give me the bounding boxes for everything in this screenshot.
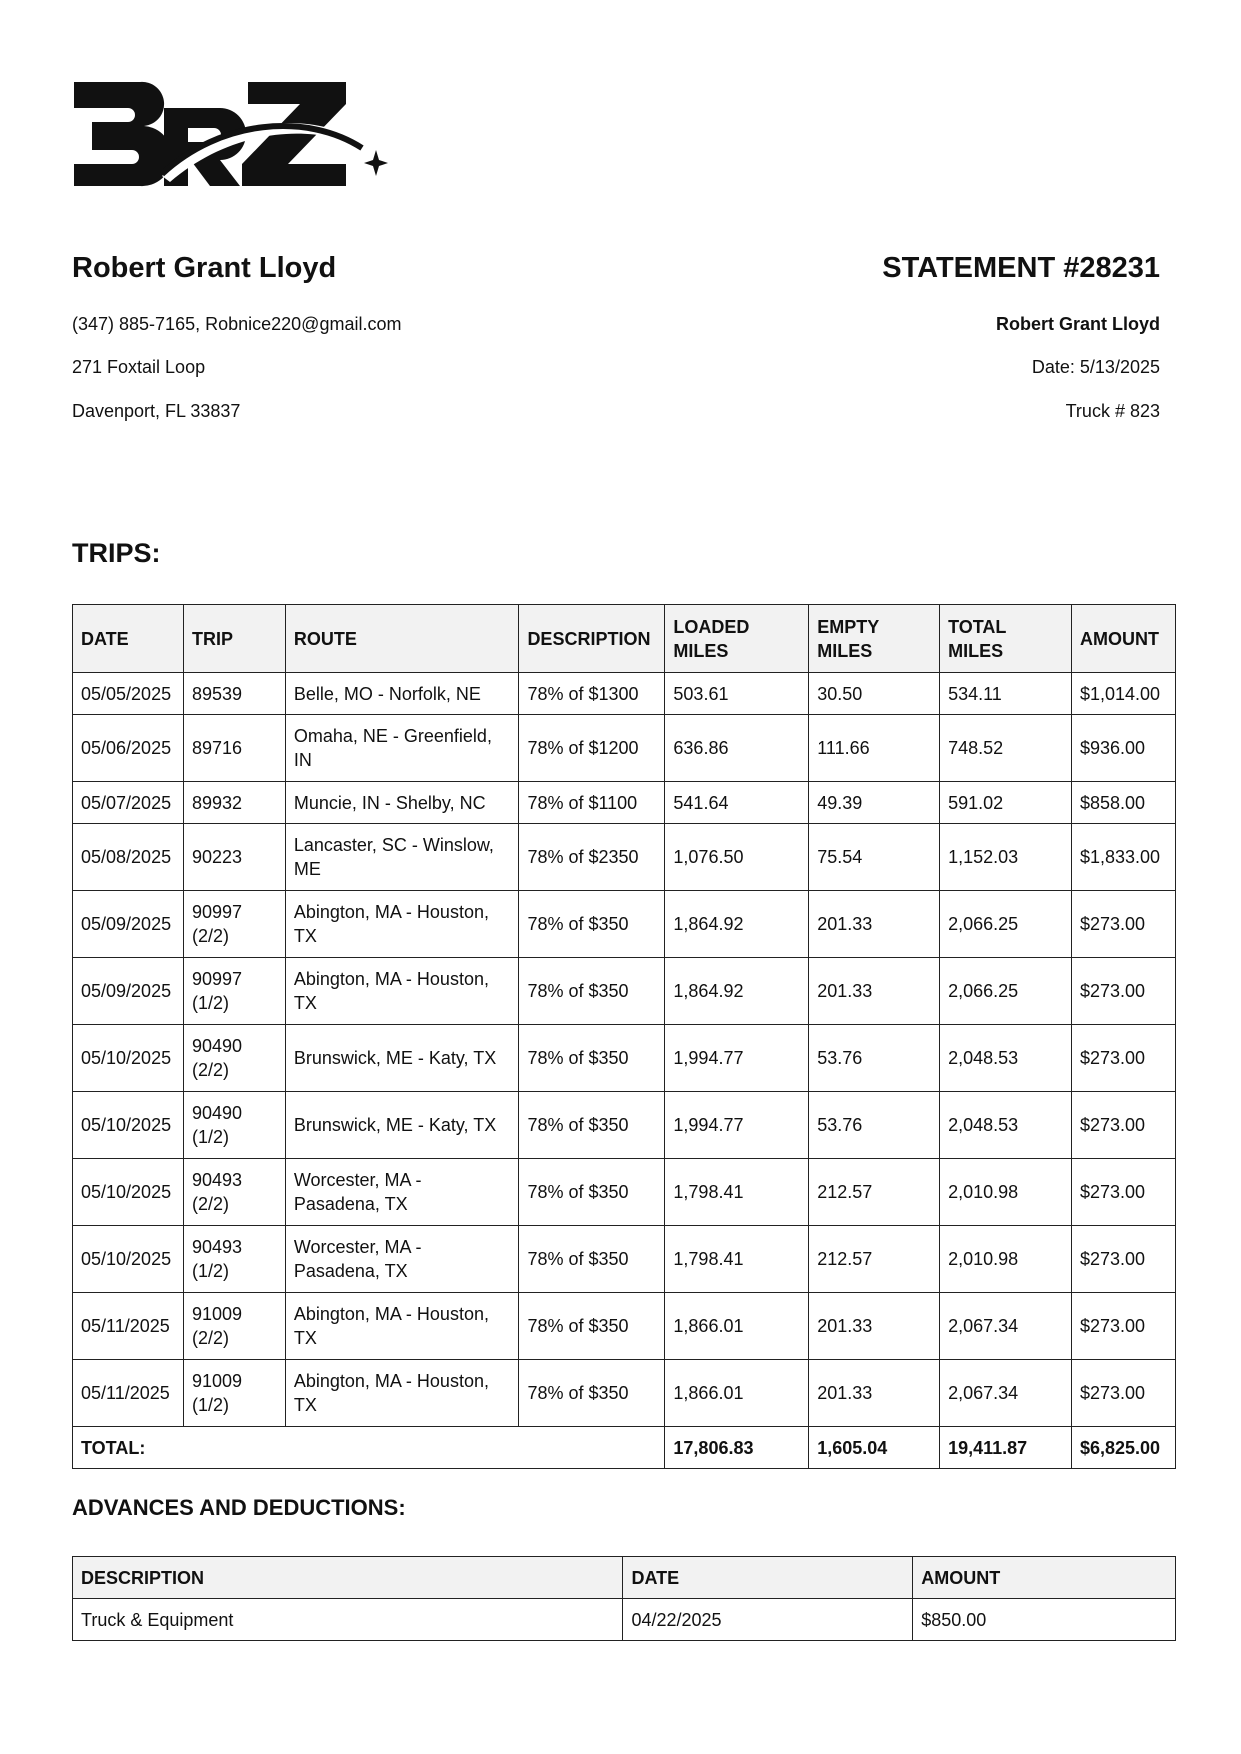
col-header-description: DESCRIPTION (519, 605, 665, 673)
cell-total-miles: 2,067.34 (940, 1360, 1072, 1427)
cell-total-miles: 2,048.53 (940, 1025, 1072, 1092)
cell-loaded-miles: 636.86 (665, 715, 809, 782)
cell-loaded-miles: 1,864.92 (665, 958, 809, 1025)
col-header-date: DATE (73, 605, 184, 673)
cell-trip: 90490 (1/2) (183, 1092, 285, 1159)
cell-amount: $936.00 (1071, 715, 1175, 782)
cell-amount: $273.00 (1071, 1360, 1175, 1427)
cell-route: Abington, MA - Houston, TX (285, 1360, 519, 1427)
cell-route: Belle, MO - Norfolk, NE (285, 673, 519, 715)
cell-amount: $273.00 (1071, 1159, 1175, 1226)
cell-loaded-miles: 1,866.01 (665, 1360, 809, 1427)
cell-empty-miles: 212.57 (809, 1226, 940, 1293)
cell-total-miles: 2,048.53 (940, 1092, 1072, 1159)
cell-description: 78% of $350 (519, 958, 665, 1025)
cell-description: Truck & Equipment (73, 1599, 623, 1641)
total-amount: $6,825.00 (1071, 1427, 1175, 1469)
cell-trip: 90490 (2/2) (183, 1025, 285, 1092)
cell-route: Abington, MA - Houston, TX (285, 1293, 519, 1360)
cell-description: 78% of $350 (519, 1092, 665, 1159)
cell-empty-miles: 201.33 (809, 891, 940, 958)
cell-description: 78% of $2350 (519, 824, 665, 891)
cell-route: Abington, MA - Houston, TX (285, 891, 519, 958)
cell-route: Lancaster, SC - Winslow, ME (285, 824, 519, 891)
cell-description: 78% of $350 (519, 1360, 665, 1427)
cell-trip: 91009 (2/2) (183, 1293, 285, 1360)
cell-amount: $273.00 (1071, 1025, 1175, 1092)
cell-route: Brunswick, ME - Katy, TX (285, 1092, 519, 1159)
cell-total-miles: 2,010.98 (940, 1226, 1072, 1293)
cell-loaded-miles: 1,994.77 (665, 1092, 809, 1159)
cell-date: 04/22/2025 (623, 1599, 913, 1641)
cell-amount: $273.00 (1071, 1293, 1175, 1360)
statement-title: STATEMENT #28231 (882, 252, 1160, 284)
cell-route: Worcester, MA - Pasadena, TX (285, 1159, 519, 1226)
cell-date: 05/11/2025 (73, 1360, 184, 1427)
cell-loaded-miles: 1,798.41 (665, 1159, 809, 1226)
cell-amount: $273.00 (1071, 1092, 1175, 1159)
cell-description: 78% of $1100 (519, 782, 665, 824)
table-row (73, 1360, 1176, 1427)
cell-amount: $273.00 (1071, 1226, 1175, 1293)
cell-trip: 90997 (2/2) (183, 891, 285, 958)
cell-total-miles: 2,066.25 (940, 958, 1072, 1025)
cell-loaded-miles: 1,864.92 (665, 891, 809, 958)
cell-trip: 89539 (183, 673, 285, 715)
total-loaded-miles: 17,806.83 (665, 1427, 809, 1469)
col-header-date: DATE (623, 1557, 913, 1599)
cell-date: 05/10/2025 (73, 1092, 184, 1159)
cell-description: 78% of $350 (519, 1025, 665, 1092)
cell-loaded-miles: 1,866.01 (665, 1293, 809, 1360)
cell-amount: $1,014.00 (1071, 673, 1175, 715)
total-total-miles: 19,411.87 (940, 1427, 1072, 1469)
table-row (73, 1599, 1176, 1641)
advances-table (72, 1556, 1176, 1641)
col-header-amount: AMOUNT (913, 1557, 1176, 1599)
trips-section-title: TRIPS: (72, 538, 161, 568)
statement-name: Robert Grant Lloyd (995, 314, 1160, 334)
cell-empty-miles: 111.66 (809, 715, 940, 782)
driver-address-line2: Davenport, FL 33837 (72, 401, 241, 421)
cell-description: 78% of $1200 (519, 715, 665, 782)
cell-date: 05/09/2025 (73, 891, 184, 958)
cell-empty-miles: 53.76 (809, 1025, 940, 1092)
trips-table (72, 604, 1176, 1469)
cell-amount: $858.00 (1071, 782, 1175, 824)
cell-empty-miles: 75.54 (809, 824, 940, 891)
cell-total-miles: 591.02 (940, 782, 1072, 824)
cell-date: 05/05/2025 (73, 673, 184, 715)
cell-description: 78% of $1300 (519, 673, 665, 715)
cell-route: Omaha, NE - Greenfield, IN (285, 715, 519, 782)
col-header-description: DESCRIPTION (73, 1557, 623, 1599)
cell-loaded-miles: 1,076.50 (665, 824, 809, 891)
cell-route: Worcester, MA - Pasadena, TX (285, 1226, 519, 1293)
total-label: TOTAL: (73, 1427, 665, 1469)
cell-date: 05/10/2025 (73, 1159, 184, 1226)
cell-trip: 90997 (1/2) (183, 958, 285, 1025)
cell-description: 78% of $350 (519, 891, 665, 958)
cell-amount: $273.00 (1071, 958, 1175, 1025)
col-header-total-miles: TOTAL MILES (940, 605, 1072, 673)
cell-date: 05/09/2025 (73, 958, 184, 1025)
cell-total-miles: 534.11 (940, 673, 1072, 715)
cell-empty-miles: 201.33 (809, 1293, 940, 1360)
cell-total-miles: 1,152.03 (940, 824, 1072, 891)
cell-route: Brunswick, ME - Katy, TX (285, 1025, 519, 1092)
cell-total-miles: 2,010.98 (940, 1159, 1072, 1226)
brz-logo (70, 78, 390, 190)
cell-loaded-miles: 503.61 (665, 673, 809, 715)
driver-contact: (347) 885-7165, Robnice220@gmail.com (72, 314, 402, 334)
cell-trip: 89716 (183, 715, 285, 782)
total-empty-miles: 1,605.04 (809, 1427, 940, 1469)
cell-trip: 90223 (183, 824, 285, 891)
cell-route: Abington, MA - Houston, TX (285, 958, 519, 1025)
cell-loaded-miles: 541.64 (665, 782, 809, 824)
table-row (73, 1092, 1176, 1159)
cell-amount: $850.00 (913, 1599, 1176, 1641)
cell-amount: $1,833.00 (1071, 824, 1175, 891)
cell-loaded-miles: 1,994.77 (665, 1025, 809, 1092)
table-row (73, 673, 1176, 715)
table-row (73, 1025, 1176, 1092)
advances-header-row (73, 1557, 1176, 1599)
cell-empty-miles: 30.50 (809, 673, 940, 715)
col-header-route: ROUTE (285, 605, 519, 673)
table-row (73, 1159, 1176, 1226)
cell-date: 05/11/2025 (73, 1293, 184, 1360)
cell-loaded-miles: 1,798.41 (665, 1226, 809, 1293)
table-row (73, 891, 1176, 958)
cell-total-miles: 2,067.34 (940, 1293, 1072, 1360)
cell-date: 05/10/2025 (73, 1226, 184, 1293)
cell-trip: 90493 (1/2) (183, 1226, 285, 1293)
cell-description: 78% of $350 (519, 1226, 665, 1293)
table-row (73, 1226, 1176, 1293)
driver-address-line1: 271 Foxtail Loop (72, 357, 206, 377)
trips-total-row (73, 1427, 1176, 1469)
col-header-trip: TRIP (183, 605, 285, 673)
cell-total-miles: 2,066.25 (940, 891, 1072, 958)
cell-empty-miles: 201.33 (809, 958, 940, 1025)
trips-header-row (73, 605, 1176, 673)
cell-empty-miles: 53.76 (809, 1092, 940, 1159)
cell-date: 05/07/2025 (73, 782, 184, 824)
driver-name-title: Robert Grant Lloyd (72, 252, 337, 284)
cell-empty-miles: 201.33 (809, 1360, 940, 1427)
cell-date: 05/06/2025 (73, 715, 184, 782)
table-row (73, 824, 1176, 891)
table-row (73, 715, 1176, 782)
table-row (73, 1293, 1176, 1360)
cell-total-miles: 748.52 (940, 715, 1072, 782)
cell-trip: 89932 (183, 782, 285, 824)
col-header-amount: AMOUNT (1071, 605, 1175, 673)
cell-route: Muncie, IN - Shelby, NC (285, 782, 519, 824)
statement-date: Date: 5/13/2025 (1031, 357, 1160, 377)
cell-empty-miles: 49.39 (809, 782, 940, 824)
cell-date: 05/10/2025 (73, 1025, 184, 1092)
cell-trip: 90493 (2/2) (183, 1159, 285, 1226)
cell-description: 78% of $350 (519, 1293, 665, 1360)
cell-empty-miles: 212.57 (809, 1159, 940, 1226)
cell-date: 05/08/2025 (73, 824, 184, 891)
cell-trip: 91009 (1/2) (183, 1360, 285, 1427)
table-row (73, 958, 1176, 1025)
table-row (73, 782, 1176, 824)
advances-section-title: ADVANCES AND DEDUCTIONS: (72, 1495, 406, 1520)
cell-description: 78% of $350 (519, 1159, 665, 1226)
cell-amount: $273.00 (1071, 891, 1175, 958)
col-header-loaded-miles: LOADED MILES (665, 605, 809, 673)
col-header-empty-miles: EMPTY MILES (809, 605, 940, 673)
statement-truck: Truck # 823 (1065, 401, 1160, 421)
